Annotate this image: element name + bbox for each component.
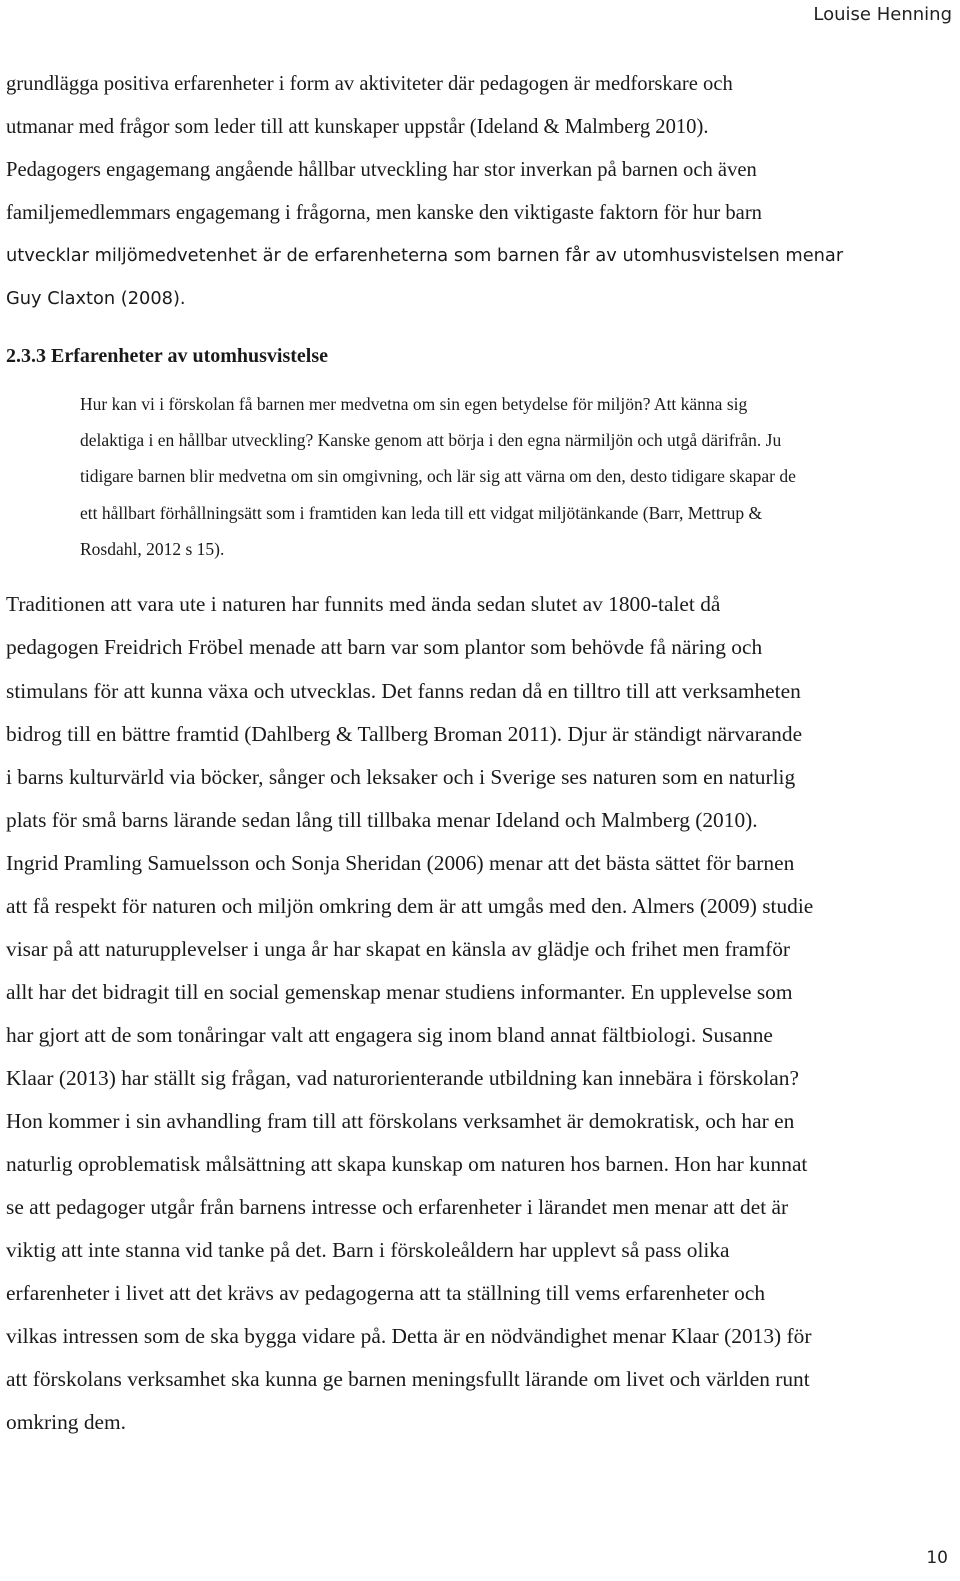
text-line: att förskolans verksamhet ska kunna ge barnen meningsfullt lärande om livet och världen runt — [6, 1367, 810, 1391]
running-header-author: Louise Henning — [813, 4, 952, 25]
quote-line: delaktiga i en hållbar utveckling? Kanske genom att börja i den egna närmiljön och utgå därifrån. Ju — [80, 430, 782, 450]
text-line: allt har det bidragit till en social gemenskap menar studiens informanter. En upplevelse som — [6, 980, 793, 1004]
page-number: 10 — [926, 1548, 948, 1568]
section-heading: 2.3.3 Erfarenheter av utomhusvistelse — [6, 345, 329, 367]
quote-line: ett hållbart förhållningsätt som i framtiden kan leda till ett vidgat miljötänkande (Barr, Mettrup & — [80, 503, 763, 523]
text-line: utvecklar miljömedvetenhet är de erfarenheterna som barnen får av utomhusvistelsen menar — [6, 245, 844, 266]
text-line: att få respekt för naturen och miljön omkring dem är att umgås med den. Almers (2009) studie — [6, 894, 814, 918]
text-line: har gjort att de som tonåringar valt att engagera sig inom bland annat fältbiologi. Susanne — [6, 1023, 773, 1047]
text-line: erfarenheter i livet att det krävs av pedagogerna att ta ställning till vems erfarenheter och — [6, 1281, 766, 1305]
text-line: naturlig oproblematisk målsättning att skapa kunskap om naturen hos barnen. Hon har kunnat — [6, 1152, 808, 1176]
text-line: i barns kulturvärld via böcker, sånger och leksaker och i Sverige ses naturen som en naturlig — [6, 765, 796, 789]
quote-line: Rosdahl, 2012 s 15). — [80, 539, 225, 559]
text-line: viktig att inte stanna vid tanke på det. Barn i förskoleåldern har upplevt så pass olika — [6, 1238, 730, 1262]
text-line: bidrog till en bättre framtid (Dahlberg & Tallberg Broman 2011). Djur är ständigt närvarande — [6, 722, 803, 746]
text-line: omkring dem. — [6, 1410, 127, 1434]
text-line: visar på att naturupplevelser i unga år har skapat en känsla av glädje och frihet men framför — [6, 937, 791, 961]
text-line: Hon kommer i sin avhandling fram till att förskolans verksamhet är demokratisk, och har en — [6, 1109, 795, 1133]
quote-line: Hur kan vi i förskolan få barnen mer medvetna om sin egen betydelse för miljön? Att känna sig — [80, 394, 748, 414]
text-line: utmanar med frågor som leder till att kunskaper uppstår (Ideland & Malmberg 2010). — [6, 116, 709, 138]
text-line: Ingrid Pramling Samuelsson och Sonja Sheridan (2006) menar att det bästa sättet för barnen — [6, 851, 795, 875]
text-line: se att pedagoger utgår från barnens intresse och erfarenheter i lärandet men menar att det är — [6, 1195, 789, 1219]
text-line: Klaar (2013) har ställt sig frågan, vad naturorienterande utbildning kan innebära i förskolan? — [6, 1066, 799, 1090]
text-line: Guy Claxton (2008). — [6, 288, 186, 309]
quote-line: tidigare barnen blir medvetna om sin omgivning, och lär sig att värna om den, desto tidigare skapar de — [80, 466, 796, 486]
text-line: plats för små barns lärande sedan lång till tillbaka menar Ideland och Malmberg (2010). — [6, 808, 758, 832]
text-line: grundlägga positiva erfarenheter i form av aktiviteter där pedagogen är medforskare och — [6, 73, 733, 95]
text-line: stimulans för att kunna växa och utvecklas. Det fanns redan då en tilltro till att verksamheten — [6, 679, 801, 703]
text-line: vilkas intressen som de ska bygga vidare på. Detta är en nödvändighet menar Klaar (2013) för — [6, 1324, 812, 1348]
text-line: pedagogen Freidrich Fröbel menade att barn var som plantor som behövde få näring och — [6, 635, 763, 659]
text-line: Traditionen att vara ute i naturen har funnits med ända sedan slutet av 1800-talet då — [6, 592, 721, 616]
text-line: Pedagogers engagemang angående hållbar utveckling har stor inverkan på barnen och även — [6, 159, 757, 181]
text-line: familjemedlemmars engagemang i frågorna, men kanske den viktigaste faktorn för hur barn — [6, 202, 762, 224]
